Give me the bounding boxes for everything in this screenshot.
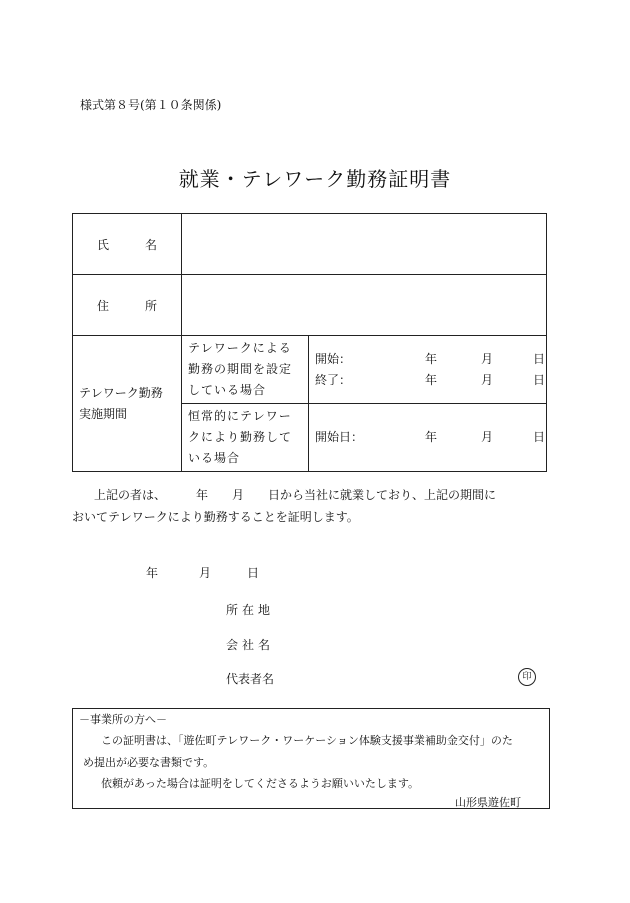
case2-start-month: 月	[481, 430, 494, 444]
signature-year: 年	[146, 566, 159, 580]
case1-start-line	[315, 349, 546, 370]
notice-heading: －事業所の方へ－	[79, 713, 167, 726]
address-field[interactable]	[182, 275, 547, 336]
issuer-name: 山形県遊佐町	[455, 796, 521, 809]
case1-end-day: 日	[533, 372, 546, 387]
name-label-cell	[73, 214, 182, 275]
address-label: 住 所	[96, 298, 157, 313]
form-number: 様式第８号(第１０条関係)	[80, 98, 222, 112]
case1-dates[interactable]	[309, 336, 547, 404]
case1-start-year: 年	[425, 351, 438, 366]
certification-statement	[72, 484, 556, 528]
case1-desc-line3: している場合	[188, 383, 267, 397]
case2-start-year: 年	[425, 430, 438, 444]
case2-dates[interactable]	[309, 404, 547, 472]
case1-start-month: 月	[481, 351, 494, 366]
name-field[interactable]	[182, 214, 547, 275]
statement-line1: 上記の者は、 年 月 日から当社に就業しており、上記の期間に	[94, 488, 497, 502]
period-row-case1	[73, 336, 547, 404]
notice-para1-line2: め提出が必要な書類です。	[83, 756, 215, 769]
certificate-table	[72, 213, 547, 472]
case1-end-month: 月	[481, 372, 494, 387]
case2-start-line	[315, 427, 546, 448]
statement-line2: おいてテレワークにより勤務することを証明します。	[72, 510, 359, 524]
period-label-line2: 実施期間	[79, 406, 128, 421]
signature-month: 月	[199, 566, 212, 580]
name-row	[73, 214, 547, 275]
case1-end-line	[315, 370, 546, 391]
seal-mark: 印	[518, 668, 536, 686]
notice-para1-line1: この証明書は、「遊佐町テレワーク・ワーケーション体験支援事業補助金交付」のた	[101, 734, 513, 747]
notice-box	[72, 708, 550, 809]
case1-end-label: 終了：	[315, 372, 352, 387]
period-label-line1: テレワーク勤務	[79, 385, 163, 400]
case2-desc-line1: 恒常的にテレワー	[188, 409, 292, 423]
case1-desc-line2: 勤務の期間を設定	[188, 362, 293, 376]
case1-description	[182, 336, 309, 404]
address-label-cell	[73, 275, 182, 336]
company-label: 会社名	[226, 638, 275, 652]
period-label-cell	[73, 336, 182, 472]
case1-desc-line1: テレワークによる	[188, 341, 292, 355]
case2-desc-line2: クにより勤務して	[188, 430, 293, 444]
name-label: 氏 名	[96, 237, 157, 252]
page-title: 就業・テレワーク勤務証明書	[178, 167, 452, 191]
signature-day: 日	[247, 566, 260, 580]
case2-start-day: 日	[533, 430, 546, 444]
address-row	[73, 275, 547, 336]
case1-start-day: 日	[533, 351, 546, 366]
case2-start-label: 開始日：	[315, 430, 364, 444]
case1-end-year: 年	[425, 372, 438, 387]
representative-label: 代表者名	[226, 672, 275, 686]
case2-desc-line3: いる場合	[188, 451, 241, 465]
location-label: 所在地	[226, 603, 275, 617]
case2-description	[182, 404, 309, 472]
notice-para2: 依頼があった場合は証明をしてくださるようお願いいたします。	[101, 777, 420, 790]
case1-start-label: 開始：	[315, 351, 352, 366]
